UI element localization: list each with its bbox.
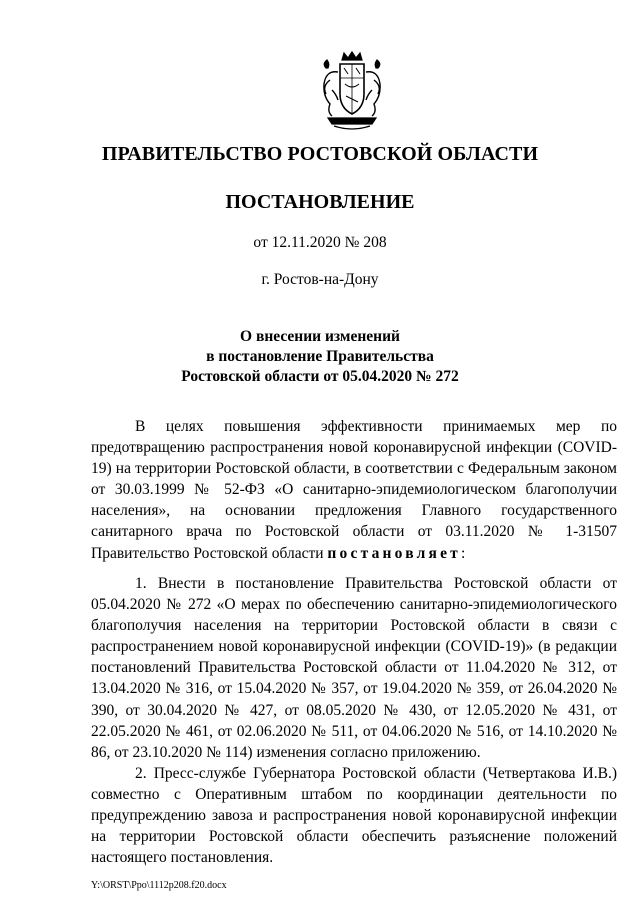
decree-item-2: 2. Пресс-службе Губернатора Ростовской области (Четвертакова И.В.) совместно с Оперативным штабом по координации деятельности по предупреждению завоза и распространения новой коронавирусной инфекции на территории Ростовской области обеспечить разъяснение положений настоящего постановления. bbox=[91, 764, 617, 867]
decree-item-1: 1. Внести в постановление Правительства Ростовской области от 05.04.2020 № 272 «О мерах по обеспечению санитарно-эпидемиологического благополучия населения на территории Ростовской области в связи с распространением новой коронавирусной инфекции (COVID-19)» (в редакции постановлений Правительства Ростовской области от 11.04.2020 № 312, от 13.04.2020 № 316, от 15.04.2020 № 357, от 19.04.2020 № 359, от 26.04.2020 № 390, от 30.04.2020 № 427, от 08.05.2020 № 430, от 12.05.2020 № 431, от 22.05.2020 № 461, от 02.06.2020 № 511, от 04.06.2020 № 516, от 14.10.2020 № 86, от 23.10.2020 № 114) изменения согласно приложению. bbox=[91, 575, 617, 761]
subject-line: Ростовской области от 05.04.2020 № 272 bbox=[181, 368, 459, 385]
preamble-text: В целях повышения эффективности принимаемых мер по предотвращению распространения новой коронавирусной инфекции (COVID-19) на территории Ростовской области, в соответствии с Федеральным законом от 30.03.1999 № 52-ФЗ «О санитарно-эпидемиологическом благополучии населения», на основании предложения Главного государственного санитарного врача по Ростовской области от 03.11.2020 № 1-31507 Правительство Ростовской области bbox=[91, 418, 617, 562]
subject-line: О внесении изменений bbox=[240, 328, 400, 345]
decree-word: постановляет bbox=[327, 544, 461, 562]
document-date-number: от 12.11.2020 № 208 bbox=[253, 234, 387, 251]
subject-line: в постановление Правительства bbox=[206, 348, 434, 365]
document-city: г. Ростов-на-Дону bbox=[261, 271, 379, 288]
footer-file-path: Y:\ORST\Ppo\1112p208.f20.docx bbox=[91, 880, 227, 891]
government-title: ПРАВИТЕЛЬСТВО РОСТОВСКОЙ ОБЛАСТИ bbox=[101, 143, 539, 165]
rostov-coat-of-arms-icon bbox=[318, 50, 386, 132]
preamble-paragraph bbox=[91, 416, 617, 564]
document-subject bbox=[0, 327, 640, 387]
document-type: ПОСТАНОВЛЕНИЕ bbox=[225, 191, 415, 213]
preamble-colon: : bbox=[460, 544, 466, 562]
decree-items bbox=[91, 573, 617, 868]
